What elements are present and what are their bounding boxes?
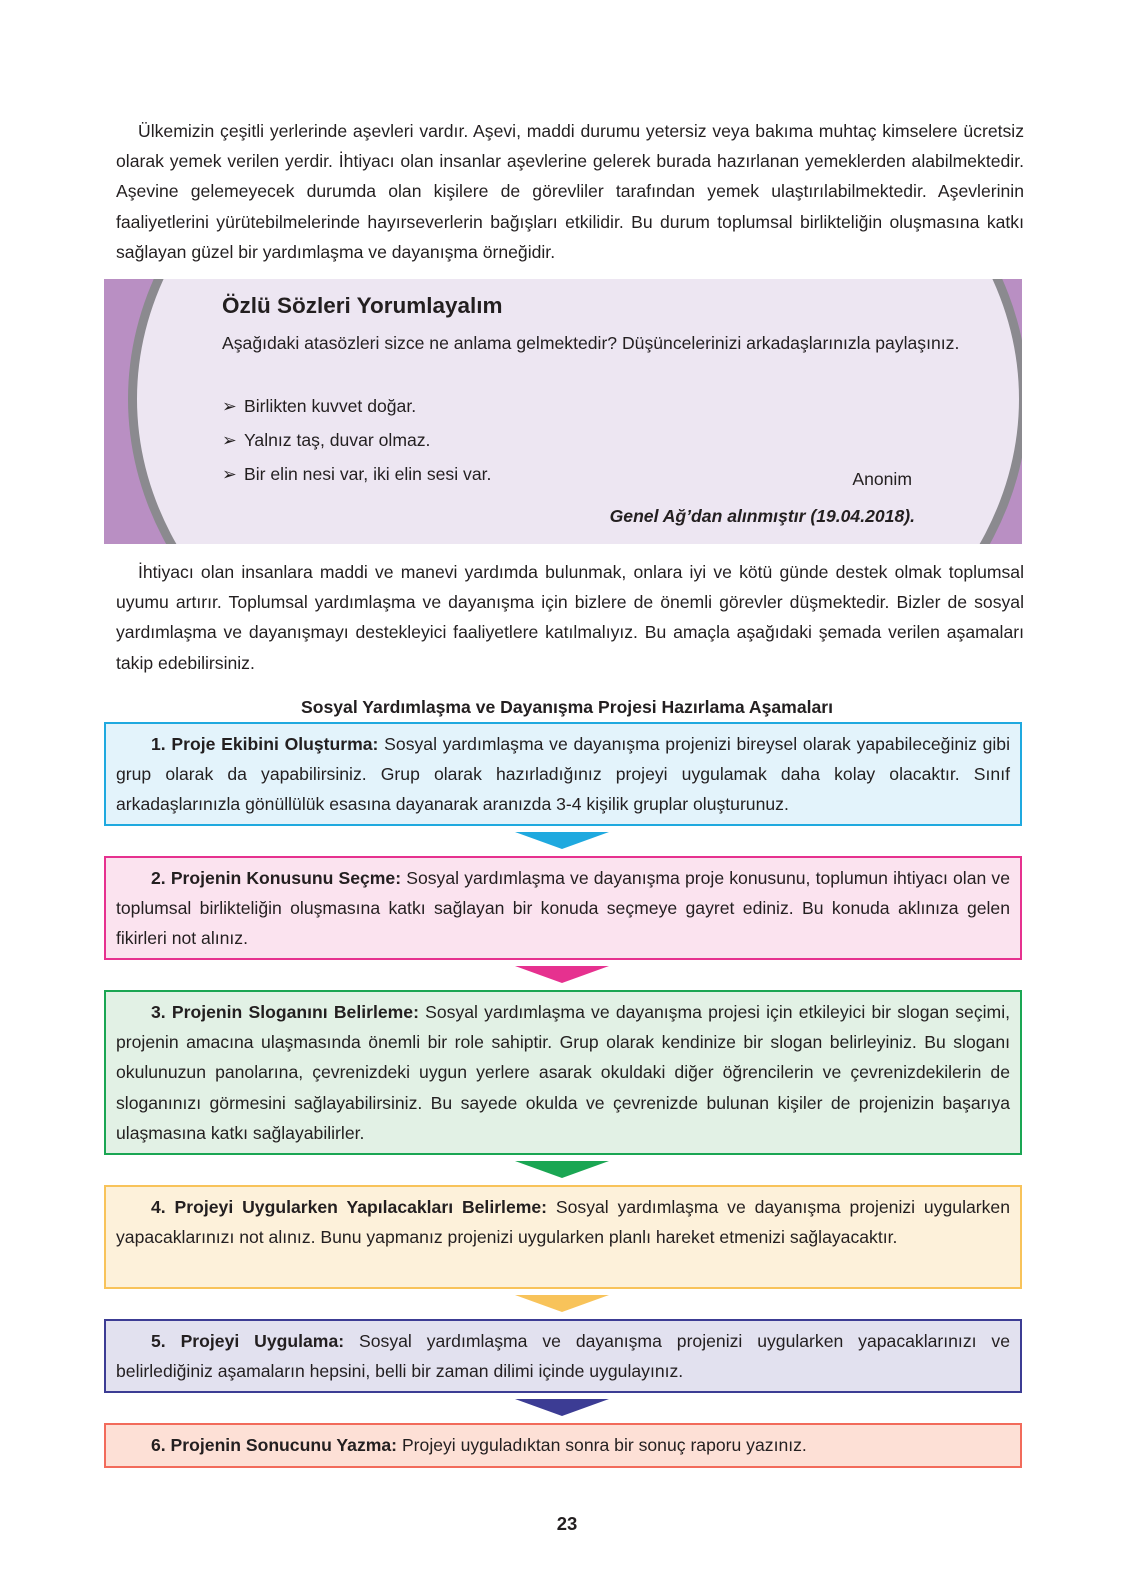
step-text: Projeyi uyguladıktan sonra bir sonuç raporu yazınız. (401, 1435, 807, 1455)
down-arrow-icon (515, 1399, 609, 1416)
step-box-3 (104, 990, 1022, 1155)
down-arrow-icon (515, 1295, 609, 1312)
proverb-item: ➢ Birlikten kuvvet doğar. (222, 389, 491, 423)
attribution: Anonim (852, 469, 912, 489)
step-text: Sosyal yardımlaşma ve dayanışma proje konusunu, toplumun ihtiyacı olan ve toplumsal birlikteliğin oluşmasına katkı sağlayan bir konuda seçmeye gayret ediniz. Bu konuda aklınıza gelen fikirleri not alınız. (116, 868, 1011, 949)
proverbs-title: Özlü Sözleri Yorumlayalım (222, 293, 503, 318)
step-text: Sosyal yardımlaşma ve dayanışma projenizi bireysel olarak yapabileceğiniz gibi grup olarak da yapabilirsiniz. Grup olarak hazırladığınız projeyi uygulamak daha kolay olacaktır. Sınıf arkadaşlarınızla gönüllülük esasına dayanarak aranızda 3-4 kişilik gruplar oluşturunuz. (116, 734, 1010, 815)
step-heading: 4. Projeyi Uygularken Yapılacakları Belirleme: (151, 1197, 548, 1217)
arrow-bullet-icon: ➢ (222, 430, 237, 450)
step-heading: 3. Projenin Sloganını Belirleme: (151, 1002, 419, 1022)
down-arrow-icon (515, 832, 609, 849)
proverbs-intro: Aşağıdaki atasözleri sizce ne anlama gelmektedir? Düşüncelerinizi arkadaşlarınızla paylaşınız. (222, 333, 960, 353)
down-arrow-icon (515, 966, 609, 983)
page-number: 23 (556, 1513, 578, 1534)
second-paragraph: İhtiyacı olan insanlara maddi ve manevi yardımda bulunmak, onlara iyi ve kötü günde destek olmak toplumsal uyumu artırır. Toplumsal yardımlaşma ve dayanışma için bizlere de önemli görevler düşmektedir. Bizler de sosyal yardımlaşma ve dayanışmayı destekleyici faaliyetlere katılmalıyız. Bu amaçla aşağıdaki şemada verilen aşamaları takip edebilirsiniz. (116, 562, 1024, 673)
step-text: Sosyal yardımlaşma ve dayanışma projenizi uygularken yapacaklarınızı ve belirlediğiniz aşamaların hepsini, belli bir zaman dilimi içinde uygulayınız. (116, 1331, 1010, 1382)
step-heading: 1. Proje Ekibini Oluşturma: (151, 734, 379, 754)
step-box-5 (104, 1319, 1022, 1393)
arrow-bullet-icon: ➢ (222, 464, 237, 484)
proverb-item: ➢ Yalnız taş, duvar olmaz. (222, 423, 491, 457)
intro-paragraph: Ülkemizin çeşitli yerlerinde aşevleri vardır. Aşevi, maddi durumu yetersiz veya bakıma muhtaç kimselere ücretsiz olarak yemek verilen yerdir. İhtiyacı olan insanlar aşevlerine gelerek burada hazırlanan yemeklerden alabilmektedir. Aşevine gelemeyecek durumda olan kişilere de görevliler tarafından yemek ulaştırılabilmektedir. Aşevlerinin faaliyetlerini yürütebilmelerinde hayırseverlerin bağışları etkilidir. Bu durum toplumsal birlikteliğin oluşmasına katkı sağlayan güzel bir yardımlaşma ve dayanışma örneğidir. (116, 121, 1024, 262)
step-text: Sosyal yardımlaşma ve dayanışma projenizi uygularken yapacaklarınızı not alınız. Bunu yapmanız projenizi uygularken planlı hareket etmenizi sağlayacaktır. (116, 1197, 1010, 1248)
step-box-4 (104, 1185, 1022, 1289)
step-box-1 (104, 722, 1022, 826)
step-heading: 6. Projenin Sonucunu Yazma: (151, 1435, 398, 1455)
step-box-6 (104, 1423, 1022, 1468)
diagram-title: Sosyal Yardımlaşma ve Dayanışma Projesi Hazırlama Aşamaları (300, 697, 834, 717)
step-text: Sosyal yardımlaşma ve dayanışma projesi için etkileyici bir slogan seçimi, projenin amacına ulaşmasında önemli bir role sahiptir. Grup olarak kendinize bir slogan belirleyiniz. Bu sloganı okulunuzun panolarına, çevrenizdeki uygun yerlere asarak okuldaki diğer öğrencilerin ve çevrenizdekilerin de sloganınızı görmesini sağlayabilirsiniz. Bu sayede okulda ve çevrenizde bulunan kişiler de projenizin başarıya ulaşmasına katkı sağlayabilirler. (116, 1002, 1010, 1143)
proverbs-list (222, 389, 491, 491)
step-box-2 (104, 856, 1022, 960)
proverbs-box (104, 279, 1022, 544)
arrow-bullet-icon: ➢ (222, 396, 237, 416)
source-citation: Genel Ağ’dan alınmıştır (19.04.2018). (609, 506, 915, 526)
step-heading: 5. Projeyi Uygulama: (151, 1331, 345, 1351)
proverb-item: ➢ Bir elin nesi var, iki elin sesi var. (222, 457, 491, 491)
down-arrow-icon (515, 1161, 609, 1178)
step-heading: 2. Projenin Konusunu Seçme: (151, 868, 402, 888)
